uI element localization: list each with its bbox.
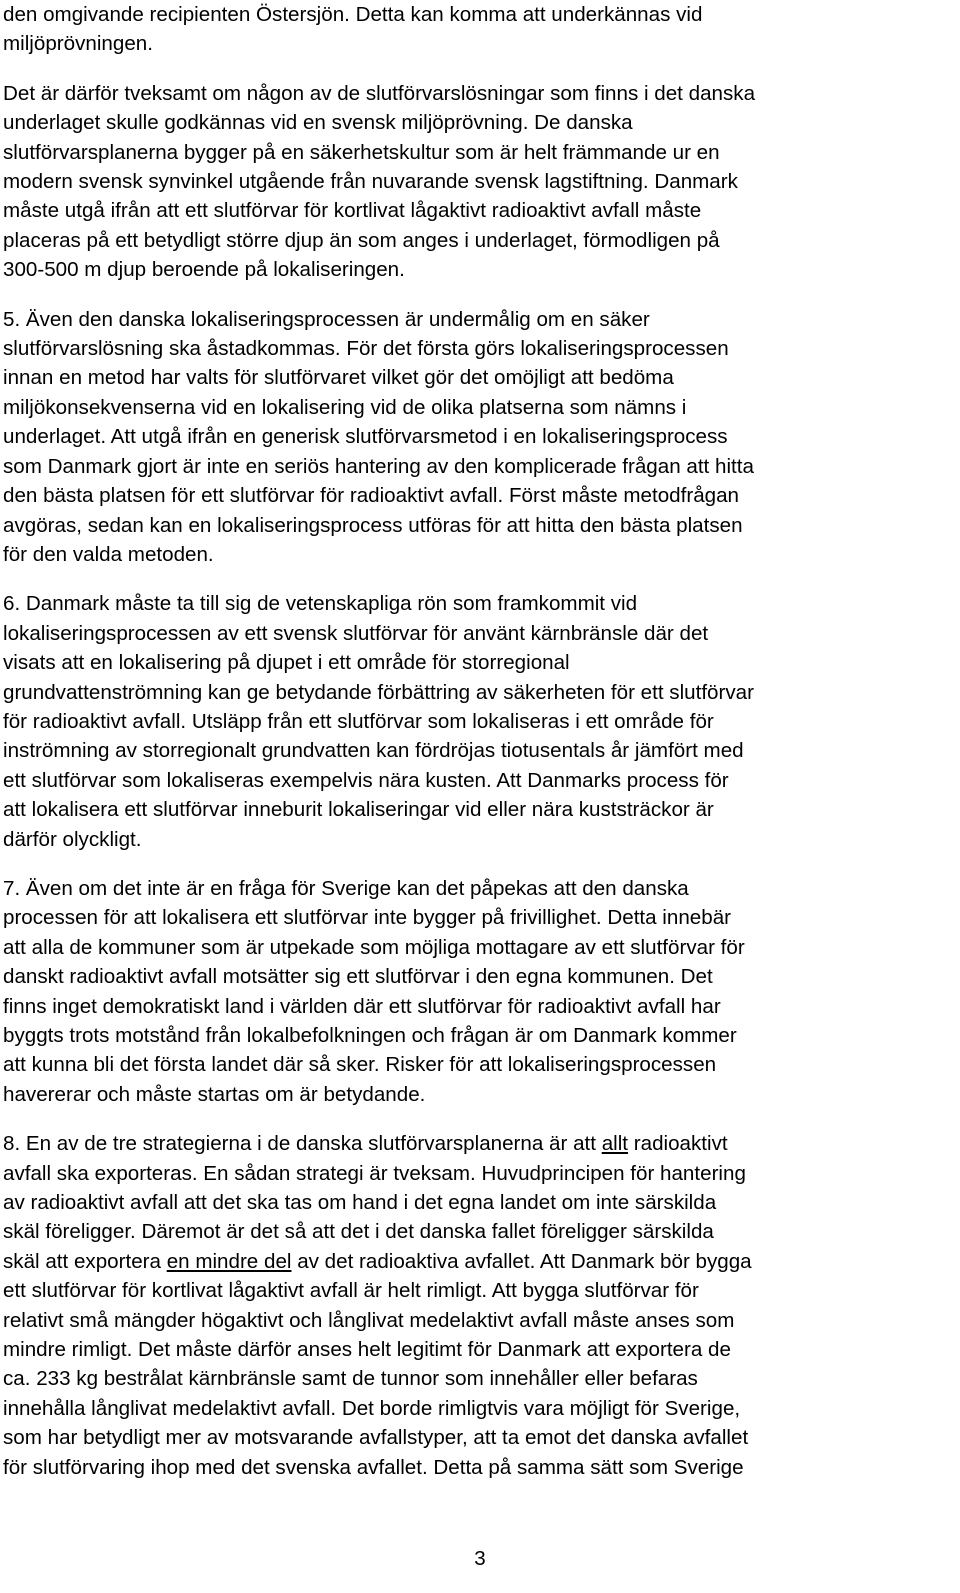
text-line: avfall ska exporteras. En sådan strategi är tveksam. Huvudprincipen för hantering <box>3 1161 746 1185</box>
paragraph-point-6 <box>3 589 948 854</box>
text-line: för radioaktivt avfall. Utsläpp från ett slutförvar som lokaliseras i ett område för <box>3 709 714 733</box>
text-line: processen för att lokalisera ett slutförvar inte bygger på frivillighet. Detta innebär <box>3 906 732 930</box>
text-run: radioaktivt <box>628 1132 728 1156</box>
text-line: slutförvarsplanerna bygger på en säkerhetskultur som är helt främmande ur en <box>3 140 720 164</box>
paragraph-point-8 <box>3 1129 948 1482</box>
text-line: att kunna bli det första landet där så sker. Risker för att lokaliseringsprocessen <box>3 1053 717 1077</box>
text-line: innan en metod har valts för slutförvaret vilket gör det omöjligt att bedöma <box>3 366 674 390</box>
paragraph-danish-doubt <box>3 79 948 285</box>
text-line: havererar och måste startas om är betydande. <box>3 1082 426 1106</box>
text-line: miljökonsekvenserna vid en lokalisering vid de olika platserna som nämns i <box>3 395 687 419</box>
text-line: för den valda metoden. <box>3 542 214 566</box>
text-line: för slutförvaring ihop med det svenska avfallet. Detta på samma sätt som Sverige <box>3 1455 744 1479</box>
text-line: relativt små mängder högaktivt och långlivat medelaktivt avfall måste anses som <box>3 1308 735 1332</box>
text-line: avgöras, sedan kan en lokaliseringsprocess utföras för att hitta den bästa platsen <box>3 513 743 537</box>
text-line: att alla de kommuner som är utpekade som möjliga mottagare av ett slutförvar för <box>3 935 745 959</box>
text-line: skäl föreligger. Däremot är det så att det i det danska fallet föreligger särskilda <box>3 1220 714 1244</box>
text-line: ett slutförvar som lokaliseras exempelvis nära kusten. Att Danmarks process för <box>3 768 729 792</box>
text-line: därför olyckligt. <box>3 827 142 851</box>
text-line: visats att en lokalisering på djupet i ett område för storregional <box>3 651 570 675</box>
text-line: som har betydligt mer av motsvarande avfallstyper, att ta emot det danska avfallet <box>3 1426 749 1450</box>
text-run: av det radioaktiva avfallet. Att Danmark bör bygga <box>291 1249 752 1273</box>
text-line: den bästa platsen för ett slutförvar för radioaktivt avfall. Först måste metodfrågan <box>3 484 740 508</box>
text-run: skäl att exportera <box>3 1249 167 1273</box>
underlined-word-allt: allt <box>601 1132 629 1156</box>
paragraph-point-5 <box>3 305 948 570</box>
text-run: 8. En av de tre strategierna i de danska slutförvarsplanerna är att <box>3 1132 602 1156</box>
text-line: modern svensk synvinkel utgående från nuvarande svensk lagstiftning. Danmark <box>3 170 738 194</box>
text-line: underlaget. Att utgå ifrån en generisk slutförvarsmetod i en lokaliseringsprocess <box>3 425 728 449</box>
text-line: 6. Danmark måste ta till sig de vetenskapliga rön som framkommit vid <box>3 592 638 616</box>
page-number: 3 <box>474 1547 486 1570</box>
text-line <box>3 1247 948 1276</box>
paragraph-point-7 <box>3 874 948 1109</box>
text-line: den omgivande recipienten Östersjön. Detta kan komma att underkännas vid <box>3 3 703 26</box>
text-line: ca. 233 kg bestrålat kärnbränsle samt de tunnor som innehåller eller befaras <box>3 1367 698 1391</box>
text-line: slutförvarslösning ska åstadkommas. För det första görs lokaliseringsprocessen <box>3 337 729 361</box>
text-line: av radioaktivt avfall att det ska tas om hand i det egna landet om inte särskilda <box>3 1191 717 1215</box>
text-line: att lokalisera ett slutförvar inneburit lokaliseringar vid eller nära kuststräckor är <box>3 798 714 822</box>
text-line: danskt radioaktivt avfall motsätter sig ett slutförvar i den egna kommunen. Det <box>3 965 713 989</box>
text-line: 7. Även om det inte är en fråga för Sverige kan det påpekas att den danska <box>3 876 689 900</box>
text-line: Det är därför tveksamt om någon av de slutförvarslösningar som finns i det danska <box>3 81 756 105</box>
text-line: inströmning av storregionalt grundvatten kan fördröjas tiotusentals år jämfört med <box>3 739 744 763</box>
text-line: 300-500 m djup beroende på lokaliseringen. <box>3 258 405 282</box>
text-line: måste utgå ifrån att ett slutförvar för kortlivat lågaktivt radioaktivt avfall måste <box>3 199 702 223</box>
text-line: mindre rimligt. Det måste därför anses helt legitimt för Danmark att exportera de <box>3 1338 731 1362</box>
text-line: innehålla långlivat medelaktivt avfall. Det borde rimligtvis vara möjligt för Sverige, <box>3 1396 741 1420</box>
text-line: lokaliseringsprocessen av ett svensk slutförvar för använt kärnbränsle där det <box>3 621 709 645</box>
text-line: som Danmark gjort är inte en seriös hantering av den komplicerade frågan att hitta <box>3 454 754 478</box>
text-line: placeras på ett betydligt större djup än som anges i underlaget, förmodligen på <box>3 228 720 252</box>
underlined-phrase-en-mindre-del: en mindre del <box>166 1249 292 1273</box>
text-line: 5. Även den danska lokaliseringsprocessen är undermålig om en säker <box>3 307 650 331</box>
text-line: ett slutförvar för kortlivat lågaktivt avfall är helt rimligt. Att bygga slutförvar för <box>3 1279 699 1303</box>
text-line: byggts trots motstånd från lokalbefolkningen och frågan är om Danmark kommer <box>3 1024 737 1047</box>
document-page <box>3 0 948 1482</box>
text-line <box>3 1129 948 1158</box>
text-line: miljöprövningen. <box>3 32 153 56</box>
text-line: underlaget skulle godkännas vid en svensk miljöprövning. De danska <box>3 111 633 135</box>
paragraph-intro <box>3 0 948 59</box>
text-line: finns inget demokratiskt land i världen där ett slutförvar för radioaktivt avfall har <box>3 994 721 1018</box>
text-line: grundvattenströmning kan ge betydande förbättring av säkerheten för ett slutförvar <box>3 680 754 704</box>
